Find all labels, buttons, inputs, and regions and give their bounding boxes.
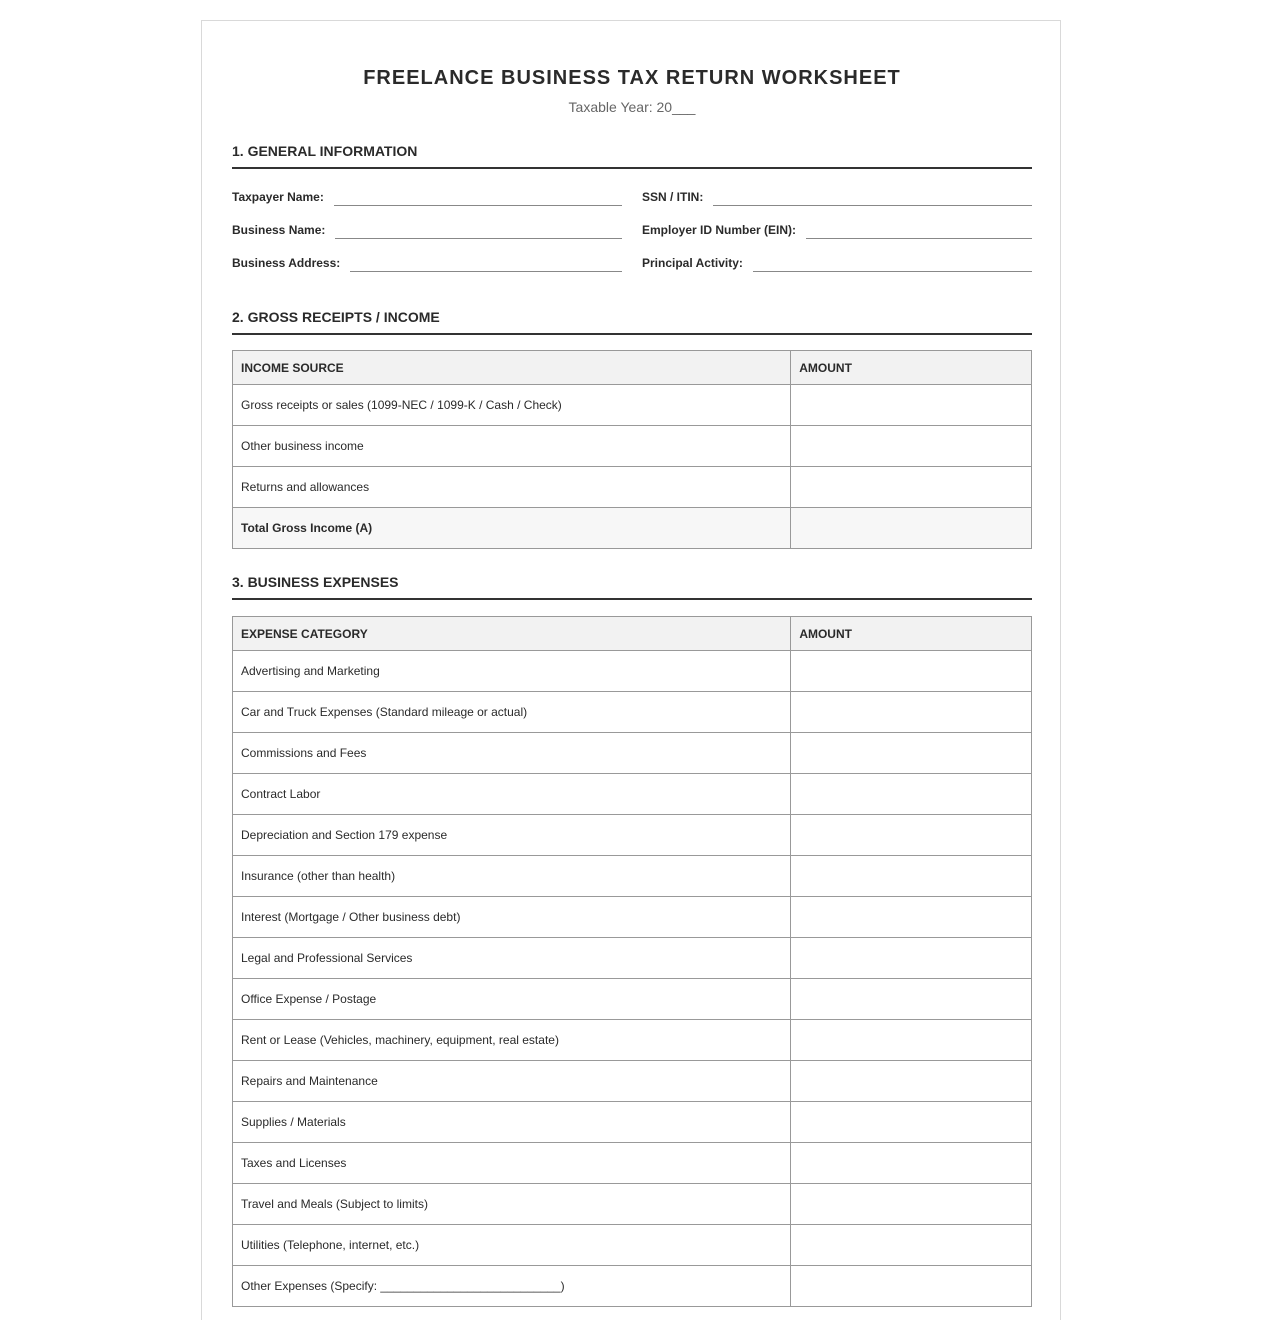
table-row [233, 979, 1032, 1020]
table-row [233, 856, 1032, 897]
table-row [233, 651, 1032, 692]
income-source-cell: Other business income [233, 426, 791, 467]
ssn-itin-input-line[interactable] [713, 186, 1032, 206]
table-row [233, 938, 1032, 979]
expense-amount-cell[interactable] [791, 856, 1032, 897]
income-total-row [233, 508, 1032, 549]
income-header-row [233, 351, 1032, 385]
expense-amount-cell[interactable] [791, 1020, 1032, 1061]
expense-amount-cell[interactable] [791, 815, 1032, 856]
expense-amount-column-header: AMOUNT [791, 617, 1032, 651]
expense-category-cell: Contract Labor [233, 774, 791, 815]
expense-category-cell: Travel and Meals (Subject to limits) [233, 1184, 791, 1225]
table-row [233, 733, 1032, 774]
field-row-2 [232, 219, 1032, 239]
expense-amount-cell[interactable] [791, 979, 1032, 1020]
ein-label: Employer ID Number (EIN): [642, 223, 797, 237]
table-row [233, 1061, 1032, 1102]
principal-activity-label: Principal Activity: [642, 256, 743, 270]
income-amount-column-header: AMOUNT [791, 351, 1032, 385]
section-general-information: 1. GENERAL INFORMATION [232, 143, 1032, 169]
expenses-header-row [233, 617, 1032, 651]
expense-category-cell: Depreciation and Section 179 expense [233, 815, 791, 856]
income-amount-cell[interactable] [791, 426, 1032, 467]
income-source-cell: Returns and allowances [233, 467, 791, 508]
expense-category-cell: Commissions and Fees [233, 733, 791, 774]
expense-category-cell: Office Expense / Postage [233, 979, 791, 1020]
income-table [232, 350, 1032, 549]
income-total-label: Total Gross Income (A) [233, 508, 791, 549]
expense-category-cell: Taxes and Licenses [233, 1143, 791, 1184]
income-source-cell: Gross receipts or sales (1099-NEC / 1099-K / Cash / Check) [233, 385, 791, 426]
taxpayer-name-input-line[interactable] [334, 186, 622, 206]
expense-category-cell: Car and Truck Expenses (Standard mileage or actual) [233, 692, 791, 733]
expense-category-cell: Repairs and Maintenance [233, 1061, 791, 1102]
expense-category-column-header: EXPENSE CATEGORY [233, 617, 791, 651]
expense-amount-cell[interactable] [791, 1102, 1032, 1143]
expense-category-cell: Insurance (other than health) [233, 856, 791, 897]
table-row [233, 1020, 1032, 1061]
table-row [233, 467, 1032, 508]
ein-input-line[interactable] [806, 219, 1032, 239]
table-row [233, 1102, 1032, 1143]
ein-field [642, 219, 1032, 239]
expense-amount-cell[interactable] [791, 897, 1032, 938]
income-amount-cell[interactable] [791, 385, 1032, 426]
expense-amount-cell[interactable] [791, 733, 1032, 774]
worksheet-page [201, 20, 1061, 1320]
expense-amount-cell[interactable] [791, 774, 1032, 815]
ssn-itin-field [642, 186, 1032, 206]
principal-activity-input-line[interactable] [753, 252, 1032, 272]
table-row [233, 897, 1032, 938]
section-business-expenses: 3. BUSINESS EXPENSES [232, 574, 1032, 600]
expense-category-cell: Interest (Mortgage / Other business debt) [233, 897, 791, 938]
expense-amount-cell[interactable] [791, 692, 1032, 733]
taxpayer-name-label: Taxpayer Name: [232, 190, 324, 204]
table-row [233, 1184, 1032, 1225]
section-gross-receipts-income: 2. GROSS RECEIPTS / INCOME [232, 309, 1032, 335]
expense-category-cell: Supplies / Materials [233, 1102, 791, 1143]
taxable-year: Taxable Year: 20___ [568, 99, 696, 115]
expense-amount-cell[interactable] [791, 1143, 1032, 1184]
business-name-label: Business Name: [232, 223, 326, 237]
expense-amount-cell[interactable] [791, 651, 1032, 692]
table-row [233, 1266, 1032, 1307]
business-name-input-line[interactable] [335, 219, 622, 239]
expense-amount-cell[interactable] [791, 1225, 1032, 1266]
taxpayer-name-field [232, 186, 622, 206]
expense-category-cell: Advertising and Marketing [233, 651, 791, 692]
expense-category-cell: Rent or Lease (Vehicles, machinery, equipment, real estate) [233, 1020, 791, 1061]
expense-amount-cell[interactable] [791, 1266, 1032, 1307]
expense-category-cell: Utilities (Telephone, internet, etc.) [233, 1225, 791, 1266]
expense-category-cell: Legal and Professional Services [233, 938, 791, 979]
principal-activity-field [642, 252, 1032, 272]
business-address-label: Business Address: [232, 256, 341, 270]
table-row [233, 1225, 1032, 1266]
field-row-1 [232, 186, 1032, 206]
income-source-column-header: INCOME SOURCE [233, 351, 791, 385]
table-row [233, 426, 1032, 467]
income-total-amount-cell[interactable] [791, 508, 1032, 549]
business-address-input-line[interactable] [350, 252, 622, 272]
business-name-field [232, 219, 622, 239]
business-address-field [232, 252, 622, 272]
expense-amount-cell[interactable] [791, 1184, 1032, 1225]
expense-amount-cell[interactable] [791, 938, 1032, 979]
income-amount-cell[interactable] [791, 467, 1032, 508]
table-row [233, 385, 1032, 426]
table-row [233, 815, 1032, 856]
expense-amount-cell[interactable] [791, 1061, 1032, 1102]
field-row-3 [232, 252, 1032, 272]
document-title: FREELANCE BUSINESS TAX RETURN WORKSHEET [363, 67, 901, 89]
ssn-itin-label: SSN / ITIN: [642, 190, 704, 204]
table-row [233, 774, 1032, 815]
table-row [233, 692, 1032, 733]
expense-category-cell: Other Expenses (Specify: ___________________________) [233, 1266, 791, 1307]
table-row [233, 1143, 1032, 1184]
expenses-table [232, 616, 1032, 1307]
